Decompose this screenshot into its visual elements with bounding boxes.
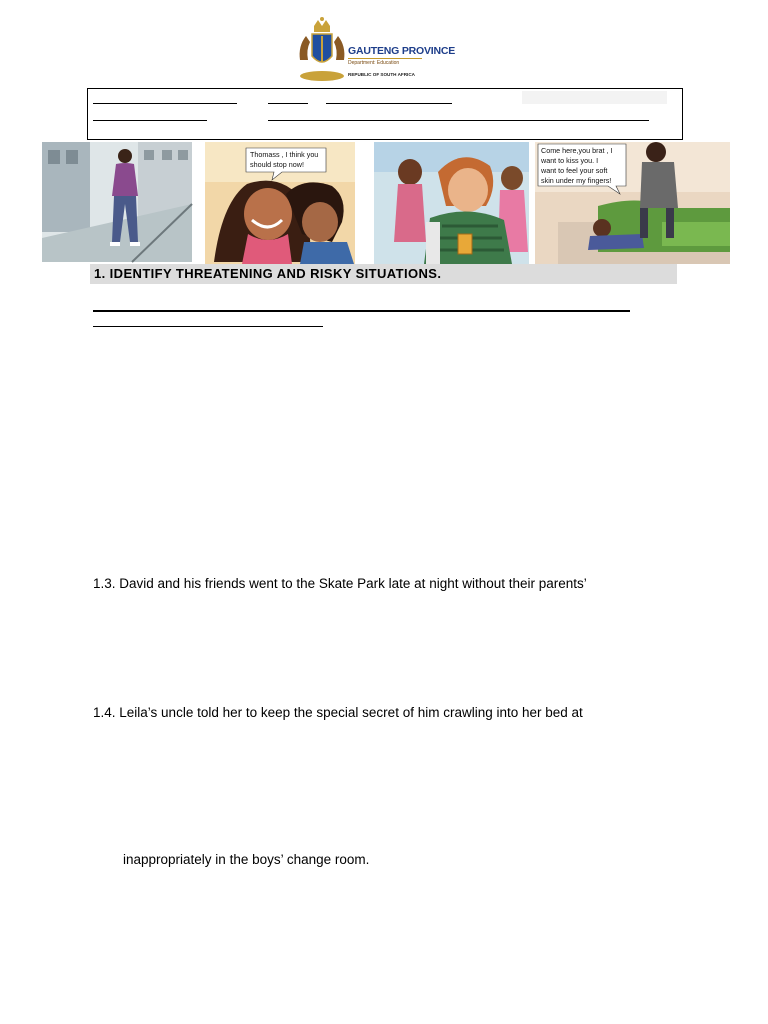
date-line[interactable]	[326, 103, 452, 104]
section-heading-bar	[90, 264, 677, 284]
name-line[interactable]	[93, 103, 237, 104]
class-line[interactable]	[93, 120, 207, 121]
coat-of-arms-icon	[296, 16, 348, 82]
bubble-line: want to kiss you. I	[541, 156, 599, 165]
school-line[interactable]	[268, 120, 649, 121]
bubble-line: skin under my fingers!	[541, 176, 612, 185]
organisation-name: GAUTENG PROVINCE	[348, 45, 456, 57]
bubble-line: should stop now!	[250, 160, 304, 169]
comic-strip	[42, 142, 730, 264]
question-1-3: 1.3. David and his friends went to the Skate Park late at night without their parents’	[93, 576, 587, 591]
comic-panel-uncle	[535, 142, 730, 264]
bubble-line: want to feel your soft	[541, 166, 608, 175]
answer-line[interactable]	[93, 326, 323, 327]
section-heading: 1. IDENTIFY THREATENING AND RISKY SITUATIONS.	[94, 266, 442, 281]
comic-panel-drink	[374, 142, 529, 264]
header-shaded-field	[522, 91, 667, 104]
bubble-line: Come here,you brat , I	[541, 146, 613, 155]
comic-panel-couple	[205, 142, 355, 264]
comic-panel-walking-girl	[42, 142, 192, 262]
question-1-5-continuation: inappropriately in the boys’ change room.	[123, 852, 370, 867]
question-1-4: 1.4. Leila’s uncle told her to keep the special secret of him crawling into her bed at	[93, 705, 583, 720]
country-name: REPUBLIC OF SOUTH AFRICA	[348, 72, 415, 77]
gauteng-logo	[296, 16, 456, 82]
grade-line[interactable]	[268, 103, 308, 104]
bubble-line: Thomass , I think you	[250, 150, 319, 159]
logo-divider	[348, 58, 422, 59]
department-name: Department: Education	[348, 60, 400, 66]
answer-line[interactable]	[93, 310, 630, 312]
